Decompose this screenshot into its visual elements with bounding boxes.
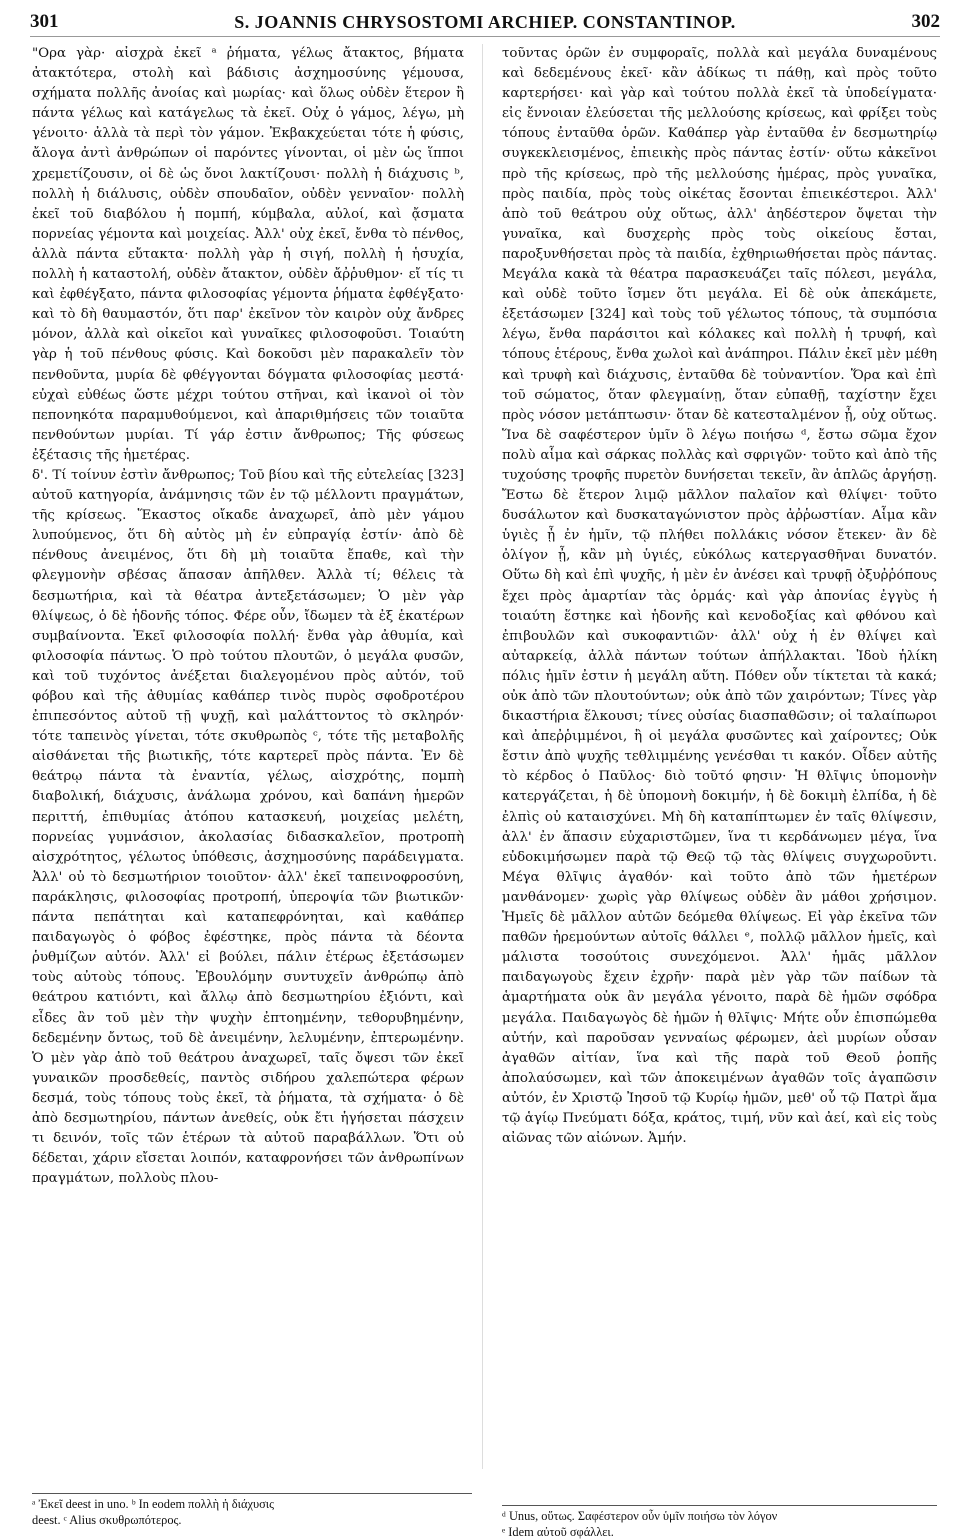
footnote-line: deest. ᶜ Alius σκυθρωπότερος.	[32, 1513, 182, 1527]
footnotes-left	[32, 1493, 472, 1528]
right-column	[502, 44, 937, 1149]
footnotes-right	[502, 1505, 937, 1540]
page-number-right: 302	[911, 11, 940, 32]
left-column	[32, 44, 464, 1189]
footnote-line: ᵃ Ἐκεῖ deest in uno. ᵇ In eodem πολλὴ ἡ διάχυσις	[32, 1497, 275, 1511]
page-number-left: 301	[30, 11, 59, 32]
column-divider	[482, 44, 483, 1469]
footnote-line: ᵉ Idem αὐτοῦ σφάλλει.	[502, 1525, 614, 1539]
running-title: S. JOANNIS CHRYSOSTOMI ARCHIEP. CONSTANTINOP.	[234, 11, 736, 32]
page-header	[30, 8, 940, 37]
right-paragraph-1: τοῦντας ὁρῶν ἐν συμφοραῖς, πολλὰ καὶ μεγάλα δυναμένους καὶ δεδεμένους ἐκεῖ· κἂν ἀδίκως τι πάθῃ, καὶ πρὸς τοῦτο καρτερήσει· καὶ γὰρ καὶ τούτου πολλὰ ἐκεῖ τὰ ὑποδείγματα· εἰς ἔννοιαν ἐλεύσεται τῆς μελλούσης κρίσεως, καὶ φρίξει τοὺς τόπους ἐνταῦθα ὁρῶν. Καθάπερ γὰρ ἐνταῦθα ἐν δεσμωτηρίῳ συγκεκλεισμένος, ἐπιεικὴς πρὸς πάντας ἐστίν· οὕτω κἀκεῖνοι πρὸ τῆς κρίσεως, πρὸ τῆς μελλούσης ἡμέρας, πρὸς γυναῖκα, πρὸς παιδία, πρὸς τοὺς οἰκέτας ἔσονται ἐπιεικέστεροι. Ἀλλ' ἀπὸ τοῦ θεάτρου οὐχ οὕτως, ἀλλ' ἀηδέστερον ὄψεται τὴν γυναῖκα, καὶ δυσχερὴς πρὸς τοὺς οἰκείους ἔσται, παροξυνθήσεται πρὸς τὰ παιδία, ἐχθηριωθήσεται πρὸς πάντας. Μεγάλα κακὰ τὰ θέατρα παρασκευάζει ταῖς πόλεσι, μεγάλα, καὶ οὐδὲ τοῦτο ἴσμεν ὅτι μεγάλα. Εἰ δὲ οὐκ ἀπεκάμετε, ἐξετάσωμεν [324] καὶ τοὺς τοῦ γέλωτος τόπους, τὰ συμπόσια λέγω, ἔνθα παράσιτοι καὶ κόλακες καὶ πολλὴ ἡ τρυφή, καὶ τόπους ἑτέρους, ἔνθα χωλοὶ καὶ ἀνάπηροι. Πάλιν ἐκεῖ μὲν μέθη καὶ τρυφὴ καὶ διάχυσις, ἐνταῦθα δὲ τοὐναντίον. Ὅρα καὶ ἐπὶ τοῦ σώματος, ὅταν φλεγμαίνῃ, ὅταν εὐπαθῇ, ταχίστην ἔχει πρὸς νόσον μετάπτωσιν· ὅταν δὲ κατεσταλμένον ᾖ, οὐχ οὕτως. Ἵνα δὲ σαφέστερον ὑμῖν ὃ λέγω ποιήσω ᵈ, ἔστω σῶμα ἔχον πολὺ αἷμα καὶ σάρκας πολλὰς καὶ σφριγῶν· τοῦτο καὶ ἀπὸ τῆς τυχούσης τροφῆς πυρετὸν δυνήσεται τεκεῖν, ἂν ἁπλῶς ἀργήσῃ. Ἔστω δὲ ἕτερον λιμῷ μᾶλλον παλαῖον καὶ θλίψει· τοῦτο δυσάλωτον καὶ δυσκαταγώνιστον πρὸς ἀῤῥωστίαν. Αἷμα κἂν ὑγιὲς ᾖ ἐν ἡμῖν, τῷ πλήθει πολλάκις νόσον ἔτεκεν· ἂν δὲ ὀλίγον ᾖ, κἂν μὴ ὑγιές, εὐκόλως κατεργασθῆναι δυνατόν. Οὕτω δὴ καὶ ἐπὶ ψυχῆς, ἡ μὲν ἐν ἀνέσει καὶ τρυφῇ ὀξυῤῥόπους ἔχει πρὸς ἁμαρτίαν τὰς ὁρμάς· καὶ γὰρ ἀπονίας ἐγγὺς ἡ τοιαύτη ἕστηκε καὶ ἡδονῆς καὶ κενοδοξίας καὶ φθόνου καὶ ἐπιβουλῶν καὶ συκοφαντιῶν· ἀλλ' οὐχ ἡ ἐν θλίψει καὶ αὐταρκείᾳ, ἀλλὰ πάντων τούτων ἀπήλλακται. Ἰδοὺ ἡλίκη πόλις ἡμῖν ἐστιν ἡ μεγάλη αὕτη. Πόθεν οὖν τίκτεται τὰ κακά; οὐκ ἀπὸ τῶν πλουτούντων; οὐκ ἀπὸ τῶν χαιρόντων; Τίνες γὰρ δικαστήρια ἕλκουσι; τίνες οὐσίας διασπαθῶσιν; οἱ ταλαίπωροι καὶ ἀπεῤῥιμμένοι, ἢ οἱ μεγάλα φυσῶντες καὶ χαίροντες; Οὐκ ἔστιν ἀπὸ ψυχῆς τεθλιμμένης γενέσθαι τι κακόν. Οἶδεν αὐτῆς τὸ κέρδος ὁ Παῦλος· διὸ τοῦτό φησιν· Ἡ θλῖψις ὑπομονὴν κατεργάζεται, ἡ δὲ ὑπομονὴ δοκιμήν, ἡ δὲ δοκιμὴ ἐλπίδα, ἡ δὲ ἐλπὶς οὐ καταισχύνει. Μὴ δὴ καταπίπτωμεν ἐν ταῖς θλίψεσιν, ἀλλ' ἐν ἅπασιν εὐχαριστῶμεν, ἵνα τι κερδάνωμεν μέγα, ἵνα εὐδοκιμήσωμεν παρὰ τῷ Θεῷ τῷ τὰς θλίψεις συγχωροῦντι. Μέγα θλῖψις ἀγαθόν· καὶ τοῦτο ἀπὸ τῶν ἡμετέρων μανθάνομεν· χωρὶς γὰρ θλίψεως οὐδὲν ἂν μάθοι χρήσιμον. Ἡμεῖς δὲ μᾶλλον αὐτῶν δεόμεθα θλίψεως. Εἰ γὰρ ἐκεῖνα τῶν παθῶν ἠρεμούντων αὐτοῖς θάλλει ᵉ, πολλῷ μᾶλλον ἡμεῖς, καὶ μάλιστα τοσούτοις συνεχόμενοι. Ἀλλ' ἡμᾶς μᾶλλον παιδαγωγοὺς ἔχειν ἐχρῆν· παρὰ μὲν γὰρ τῶν παίδων τὰ ἁμαρτήματα οὐκ ἂν μεγάλα γένοιτο, παρὰ δὲ ἡμῶν σφόδρα μεγάλα. Παιδαγωγὸς δὲ ἡμῶν ἡ θλῖψις· Μήτε οὖν ἐπισπώμεθα αὐτήν, καὶ παροῦσαν γενναίως φέρωμεν, ἀεὶ μυρίων οὖσαν ἀγαθῶν αἰτίαν, ἵνα καὶ τῆς παρὰ τοῦ Θεοῦ ῥοπῆς ἀπολαύσωμεν, καὶ τῶν ἀποκειμένων ἀγαθῶν τοῖς ἀγαπῶσιν αὐτόν, ἐν Χριστῷ Ἰησοῦ τῷ Κυρίῳ ἡμῶν, μεθ' οὗ τῷ Πατρὶ ἅμα τῷ ἁγίῳ Πνεύματι δόξα, κράτος, τιμή, νῦν καὶ ἀεί, καὶ εἰς τοὺς αἰῶνας τῶν αἰώνων. Ἀμήν.	[502, 46, 937, 1147]
left-paragraph-1: "Ορα γὰρ· αἰσχρὰ ἐκεῖ ᵃ ῥήματα, γέλως ἄτακτος, βήματα ἀτακτότερα, στολὴ καὶ βάδισις ἀσχημοσύνης γέμουσα, σχήματα πολλῆς ἀνοίας καὶ μωρίας· καὶ ὅλως οὐδὲν ἕτερον ἢ πάντα γέλως καὶ κατάγελως τὰ ἐκεῖ. Οὐχ ὁ γάμος, λέγω, μὴ γένοιτο· ἀλλὰ τὰ περὶ τὸν γάμον. Ἐκβακχεύεται τότε ἡ φύσις, ἄλογα ἀντὶ ἀνθρώπων οἱ παρόντες γίνονται, οἱ μὲν ὡς ἵπποι χρεμετίζουσιν, οἱ δὲ ὡς ὄνοι λακτίζουσι· πολλὴ ἡ διάχυσις ᵇ, πολλὴ ἡ διάλυσις, οὐδὲν σπουδαῖον, οὐδὲν γενναῖον· πολλὴ ἐκεῖ τοῦ διαβόλου ἡ πομπή, κύμβαλα, αὐλοί, καὶ ᾄσματα πορνείας γέμοντα καὶ μοιχείας. Ἀλλ' οὐχ ἐκεῖ, ἔνθα τὸ πένθος, ἀλλὰ πάντα εὔτακτα· πολλὴ γὰρ ἡ σιγή, πολλὴ ἡ ἡσυχία, πολλὴ ἡ καταστολή, οὐδὲν ἄτακτον, οὐδὲν ἄῤῥυθμον· εἴ τίς τι καὶ ἐφθέγξατο, πάντα φιλοσοφίας γέμοντα ῥήματα ἐφθέγξατο· καὶ τὸ δὴ θαυμαστόν, ὅτι παρ' ἐκεῖνον τὸν καιρὸν οὐχ ἄνδρες μόνον, ἀλλὰ καὶ οἰκεῖοι καὶ γυναῖκες φιλοσοφοῦσι. Τοιαύτη γὰρ ἡ τοῦ πένθους φύσις. Καὶ δοκοῦσι μὲν παρακαλεῖν τὸν πενθοῦντα, μυρία δὲ φθέγγονται δόγματα φιλοσοφίας μεστά· εὐχαὶ εὐθέως ὥστε μέχρι τούτου στῆναι, καὶ ἱκανοὶ οἱ τὸν πεπονηκότα παραμυθούμενοι, καὶ ἀπαριθμήσεις τῶν τοιαῦτα πενθούντων μυρίαι. Τί γάρ ἐστιν ἄνθρωπος; Τῆς φύσεως ἐξέτασις τῆς ἡμετέρας.	[32, 46, 464, 463]
footnote-line: ᵈ Unus, οὕτως. Σαφέστερον οὖν ὑμῖν ποιήσω τὸν λόγον	[502, 1509, 778, 1523]
left-paragraph-2: δ'. Τί τοίνυν ἐστὶν ἄνθρωπος; Τοῦ βίου καὶ τῆς εὐτελείας [323] αὐτοῦ κατηγορία, ἀνάμνησις τῶν ἐν τῷ μέλλοντι πραγμάτων, τῆς κρίσεως. Ἕκαστος οἴκαδε ἀναχωρεῖ, ἀπὸ μὲν γάμου λυπούμενος, ὅτι δὴ αὐτὸς μὴ ἐν εὐπραγίᾳ ἐστίν· ἀπὸ δὲ πένθους ἀνειμένος, ὅτι δὴ μὴ τοιαῦτα ἔπαθε, καὶ τὴν φλεγμονὴν σβέσας ἅπασαν ἀπῆλθεν. Ἀλλὰ τί; θέλεις τὰ δεσμωτήρια, καὶ τὰ θέατρα ἀντεξετάσωμεν; Ὁ μὲν γὰρ θλίψεως, ὁ δὲ ἡδονῆς τόπος. Φέρε οὖν, ἴδωμεν τὰ ἐξ ἑκατέρων συμβαίνοντα. Ἐκεῖ φιλοσοφία πολλή· ἔνθα γὰρ ἀθυμία, καὶ φιλοσοφία πάντως. Ὁ πρὸ τούτου πλουτῶν, ὁ μεγάλα φυσῶν, καὶ τοῦ τυχόντος ἀνέξεται διαλεγομένου πρὸς αὐτόν, τοῦ φόβου καὶ τῆς ἀθυμίας καθάπερ τινὸς πυρὸς σφοδροτέρου ἐπιπεσόντος αὐτοῦ τῇ ψυχῇ, καὶ μαλάττοντος τὸ σκληρόν· τότε ταπεινὸς γίνεται, τότε σκυθρωπὸς ᶜ, τότε τῆς μεταβολῆς αἰσθάνεται τῆς βιωτικῆς, τότε καρτερεῖ πρὸς πάντα. Ἐν δὲ θεάτρῳ πάντα τὰ ἐναντία, γέλως, αἰσχρότης, πομπὴ διαβολική, διάχυσις, ἀνάλωμα χρόνου, καὶ δαπάνη ἡμερῶν περιττή, ἐπιθυμίας ἀτόπου κατασκευή, μοιχείας μελέτη, πορνείας γυμνάσιον, ἀκολασίας διδασκαλεῖον, προτροπὴ αἰσχρότητος, γέλωτος ὑπόθεσις, ἀσχημοσύνης παράδειγματα. Ἀλλ' οὐ τὸ δεσμωτήριον τοιοῦτον· ἀλλ' ἐκεῖ ταπεινοφροσύνη, παράκλησις, φιλοσοφίας προτροπή, ὑπεροψία τῶν βιωτικῶν· πάντα πεπάτηται καὶ καταπεφρόνηται, καὶ καθάπερ παιδαγωγὸς ὁ φόβος ἐφέστηκε, πρὸς πάντα τὰ δέοντα ῥυθμίζων αὐτόν. Ἀλλ' εἰ βούλει, πάλιν ἑτέρως ἐξετάσωμεν τοὺς αὐτοὺς τόπους. Ἐβουλόμην συντυχεῖν ἀνθρώπῳ ἀπὸ θεάτρου κατιόντι, καὶ ἄλλῳ ἀπὸ δεσμωτηρίου ἐξιόντι, καὶ εἶδες ἂν τοῦ μὲν τὴν ψυχὴν ἐπτοημένην, τεθορυβημένην, δεδεμένην ὄντως, τοῦ δὲ ἀνειμένην, λελυμένην, ἐπτερωμένην. Ὁ μὲν γὰρ ἀπὸ τοῦ θεάτρου ἀναχωρεῖ, ταῖς ὄψεσι τῶν ἐκεῖ γυναικῶν προσδεθείς, παντὸς σιδήρου χαλεπώτερα φέρων δεσμά, τοὺς τόπους τοὺς ἐκεῖ, τὰ ῥήματα, τὰ σχήματα· ὁ δὲ ἀπὸ δεσμωτηρίου, πάντων ἀνεθείς, οὐκ ἔτι ἡγήσεται πάσχειν τι δεινόν, τοῖς τῶν ἑτέρων τὰ αὐτοῦ παραβάλλων. Ὅτι οὐ δέδεται, χάριν εἴσεται λοιπόν, καταφρονήσει τῶν ἀνθρωπίνων πραγμάτων, πολλοὺς πλου-	[32, 467, 464, 1187]
